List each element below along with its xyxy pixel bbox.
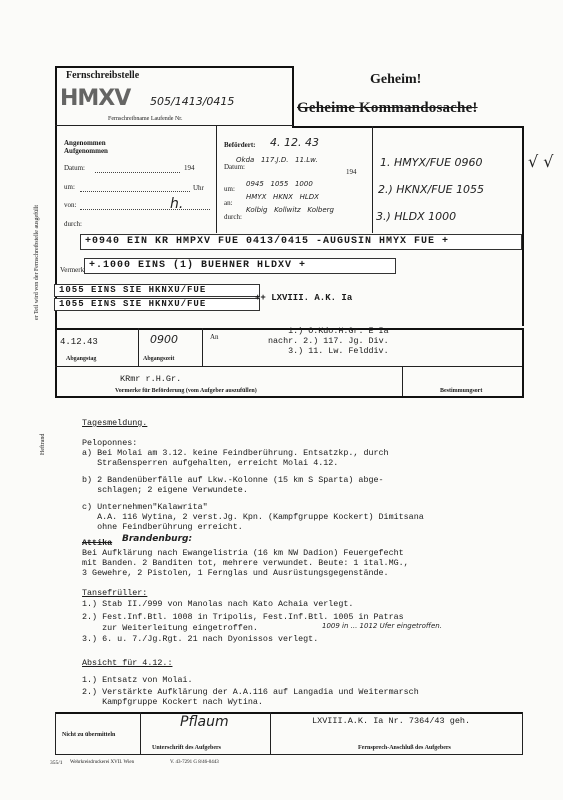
routing-line-3: 3.) HLDX 1000 xyxy=(376,210,457,223)
abgangszeit-label: Abgangszeit xyxy=(143,356,175,362)
reference-number: LXVIII.A.K. Ia Nr. 7364/43 geh. xyxy=(312,716,471,726)
recipients: 1.) O.Kdo.H.Gr. E Ia nachr. 2.) 117. Jg. Div. 3.) 11. Lw. Felddiv. xyxy=(268,326,389,356)
item-a: a) Bei Molai am 3.12. keine Feindberührung. Entsatzkp., durch Straßensperren aufgehalten, erreicht Molai 4.12. xyxy=(82,448,389,469)
transfer-2b: zur Weiterleitung eingetroffen. xyxy=(82,623,258,633)
routing-line-1: 1. HMYX/FUE 0960 xyxy=(380,156,483,169)
vermerk-label: Vermerk xyxy=(60,266,85,274)
routing-line-2: 2.) HKNX/FUE 1055 xyxy=(378,183,485,196)
item-c: c) Unternehmen"Kalawrita" A.A. 116 Wytina, 2 verst.Jg. Kpn. (Kampfgruppe Kockert) Dimitsana ohne Feindberührung erreicht. xyxy=(82,502,424,533)
receipt-jahr: 194 xyxy=(184,164,195,172)
receipt-durch-label: durch: xyxy=(64,220,82,228)
sender-signature: Pflaum xyxy=(180,714,229,730)
routing-margin-marks: √ √ xyxy=(528,152,554,171)
teletype-tape-3c: ++ LXVIII. A.K. Ia xyxy=(255,293,353,303)
fernschreibstelle-title: Fernschreibstelle xyxy=(66,70,140,81)
item-b: b) 2 Bandenüberfälle auf Lkw.-Kolonne (15 km S Sparta) abge- schlagen; 2 eigene Verwundete. xyxy=(82,475,384,496)
befoerdert-label: Befördert: xyxy=(224,141,256,149)
teletype-tape-1: +0940 EIN KR HMPXV FUE 0413/0415 -AUGUSIN HMYX FUE + xyxy=(80,234,522,250)
befoerdert-jahr: 194 xyxy=(346,168,357,176)
befoerdert-date-hand: 4. 12. 43 xyxy=(270,136,319,149)
kommandosache-heading: Geheime Kommandosache! xyxy=(297,100,478,116)
receipt-datum-label: Datum: xyxy=(64,164,85,172)
receipt-uhr: Uhr xyxy=(193,184,204,192)
printer-note: Wehrkreisdruckerei XVII. Wien xyxy=(70,760,135,765)
befoerdert-um-vals: 0945 1055 1000 xyxy=(246,180,313,188)
befoerdert-datum-vals: Okda 117.J.D. 11.Lw. xyxy=(236,156,318,164)
abgangszeit-value: 0900 xyxy=(150,333,178,346)
tagesmeldung-heading: Tagesmeldung. xyxy=(82,418,148,428)
bestimmungsort-label: Bestimmungsort xyxy=(440,388,483,394)
teletype-tape-3a: 1055 EINS SIE HKNXU/FUE xyxy=(54,284,260,297)
attika-hand: Brandenburg: xyxy=(122,534,193,544)
routing-stamp: HMXV xyxy=(60,86,131,111)
absicht-2: 2.) Verstärkte Aufklärung der A.A.116 auf Langadia und Weitermarsch Kampfgruppe Kockert nach Wytina. xyxy=(82,687,419,708)
befoerdert-durch-label: durch: xyxy=(224,213,242,221)
margin-note: er Teil wird von der Fernschreibstelle ausgefüllt xyxy=(34,204,40,320)
aufklaerung-text: Bei Aufklärung nach Ewangelistria (16 km NW Dadion) Feuergefecht mit Banden. 2 Banditen tot, mehrere verwundet. Beute: 1 ital.MG., 3 Gewehre, 2 Pistolen, 1 Fernglas und Ausrüstungsgegenstände. xyxy=(82,548,409,579)
heftrand-label: Heftrand xyxy=(40,433,46,455)
form-number: 355/1 xyxy=(50,760,63,766)
teletype-tape-3b: 1055 EINS SIE HKNXU/FUE xyxy=(54,298,260,311)
befoerdert-datum-label: Datum: xyxy=(224,163,245,171)
an-label: An xyxy=(210,333,219,341)
receipt-um-label: um: xyxy=(64,183,75,191)
peloponnes-heading: Peloponnes: xyxy=(82,438,138,448)
tansfueller-heading: Tansefrüller: xyxy=(82,588,148,598)
befoerdert-um-label: um: xyxy=(224,185,235,193)
unterschrift-label: Unterschrift des Aufgebers xyxy=(152,745,221,751)
transfer-2: 2.) Fest.Inf.Btl. 1008 in Tripolis, Fest.Inf.Btl. 1005 in Patras xyxy=(82,612,404,622)
befoerdert-durch-vals: Kolbig Kollwitz Kolberg xyxy=(246,206,334,214)
fernsprech-label: Fernsprech-Anschluß des Aufgebers xyxy=(358,745,451,751)
transfer-3: 3.) 6. u. 7./Jg.Rgt. 21 nach Dyonissos verlegt. xyxy=(82,634,319,644)
print-code: V. 43-7291 G 8/46-0443 xyxy=(170,760,219,765)
teletype-tape-2: +.1000 EINS (1) BUEHNER HLDXV + xyxy=(84,258,396,274)
vormerke-value: KRmr r.H.Gr. xyxy=(120,374,182,384)
vormerke-label: Vormerke für Beförderung (vom Aufgeber auszufüllen) xyxy=(115,388,257,394)
abgangstag-label: Abgangstag xyxy=(66,356,97,362)
receipt-signature: h. xyxy=(170,196,184,212)
absicht-1: 1.) Entsatz von Molai. xyxy=(82,675,193,685)
laufende-number-hand: 505/1413/0415 xyxy=(150,95,235,108)
absicht-heading: Absicht für 4.12.: xyxy=(82,658,173,668)
laufende-label: Fernschreibname Laufende Nr. xyxy=(108,116,183,122)
transfer-1: 1.) Stab II./999 von Manolas nach Kato Achaia verlegt. xyxy=(82,599,354,609)
aufgenommen-label: Aufgenommen xyxy=(64,147,108,155)
nicht-uebermitteln-label: Nicht zu übermitteln xyxy=(62,732,116,738)
receipt-von-label: von: xyxy=(64,201,77,209)
geheim-heading: Geheim! xyxy=(370,72,422,87)
abgangstag-value: 4.12.43 xyxy=(60,337,98,347)
angenommen-label: Angenommen xyxy=(64,139,106,147)
befoerdert-an-vals: HMYX HKNX HLDX xyxy=(246,193,319,201)
attika-struck: Attika xyxy=(82,538,113,548)
befoerdert-an-label: an: xyxy=(224,199,233,207)
transfer-2-hand: 1009 in ... 1012 Ufer eingetroffen. xyxy=(322,622,442,630)
